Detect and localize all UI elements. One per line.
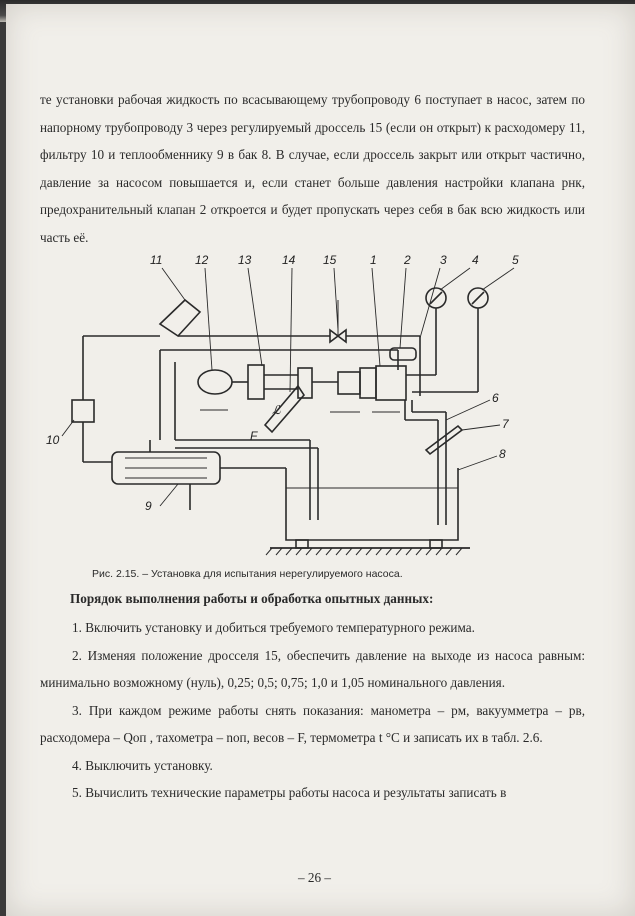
label-13: 13 bbox=[238, 253, 252, 267]
label-6: 6 bbox=[492, 391, 499, 405]
step-item: 3. При каждом режиме работы снять показания: манометра – pм, вакуумметра – pв, расходомера – Qоп , тахометра – nоп, весов – F, термометра t °С и записать их в табл. 2.6. bbox=[40, 702, 585, 745]
filter-10 bbox=[72, 400, 94, 422]
label-15: 15 bbox=[323, 253, 337, 267]
page-number: – 26 – bbox=[298, 870, 331, 885]
label-1: 1 bbox=[370, 253, 377, 267]
label-9: 9 bbox=[145, 499, 152, 513]
label-force-F: F bbox=[250, 429, 258, 443]
label-10: 10 bbox=[46, 433, 60, 447]
label-8: 8 bbox=[499, 447, 506, 461]
tank-8 bbox=[286, 468, 458, 540]
step-item: 1. Включить установку и добиться требуемого температурного режима. bbox=[72, 620, 475, 635]
label-4: 4 bbox=[472, 253, 479, 267]
label-14: 14 bbox=[282, 253, 296, 267]
thermometer-7 bbox=[426, 426, 462, 454]
step-item: 4. Выключить установку. bbox=[72, 757, 213, 773]
step-item: 2. Изменяя положение дросселя 15, обеспечить давление на выходе из насоса равным: минимально возможному (нуль), 0,25; 0,5; 0,75; 1,0 и 1,05 номинального давления. bbox=[40, 647, 585, 690]
label-7: 7 bbox=[502, 417, 509, 431]
step-item: 5. Вычислить технические параметры работы насоса и результаты записать в bbox=[72, 785, 507, 800]
flowmeter-11 bbox=[160, 300, 200, 336]
label-12: 12 bbox=[195, 253, 209, 267]
figure-caption: Рис. 2.15. – Установка для испытания нерегулируемого насоса. bbox=[92, 568, 403, 580]
motor-12 bbox=[198, 370, 232, 394]
intro-paragraph: те установки рабочая жидкость по всасывающему трубопроводу 6 поступает в насос, затем по напорному трубопроводу 3 через регулируемый дроссель 15 (если он открыт) к расходомеру 11, фильтру 10 и теплообменнику 9 в бак 8. В случае, если дроссель закрыт или открыт частично, давление за насосом повышается и, если станет больше давления настройки клапана pнк, предохранительный клапан 2 откроется и будет пропускать через себя в бак всю жидкость или часть её. bbox=[40, 92, 585, 245]
label-lever-L: ℒ bbox=[272, 403, 281, 417]
label-5: 5 bbox=[512, 253, 519, 267]
label-2: 2 bbox=[404, 253, 411, 267]
pump-1 bbox=[376, 366, 406, 400]
label-11: 11 bbox=[150, 253, 163, 267]
steps-list bbox=[40, 614, 585, 807]
label-3: 3 bbox=[440, 253, 447, 267]
section-heading: Порядок выполнения работы и обработка опытных данных: bbox=[70, 591, 434, 606]
